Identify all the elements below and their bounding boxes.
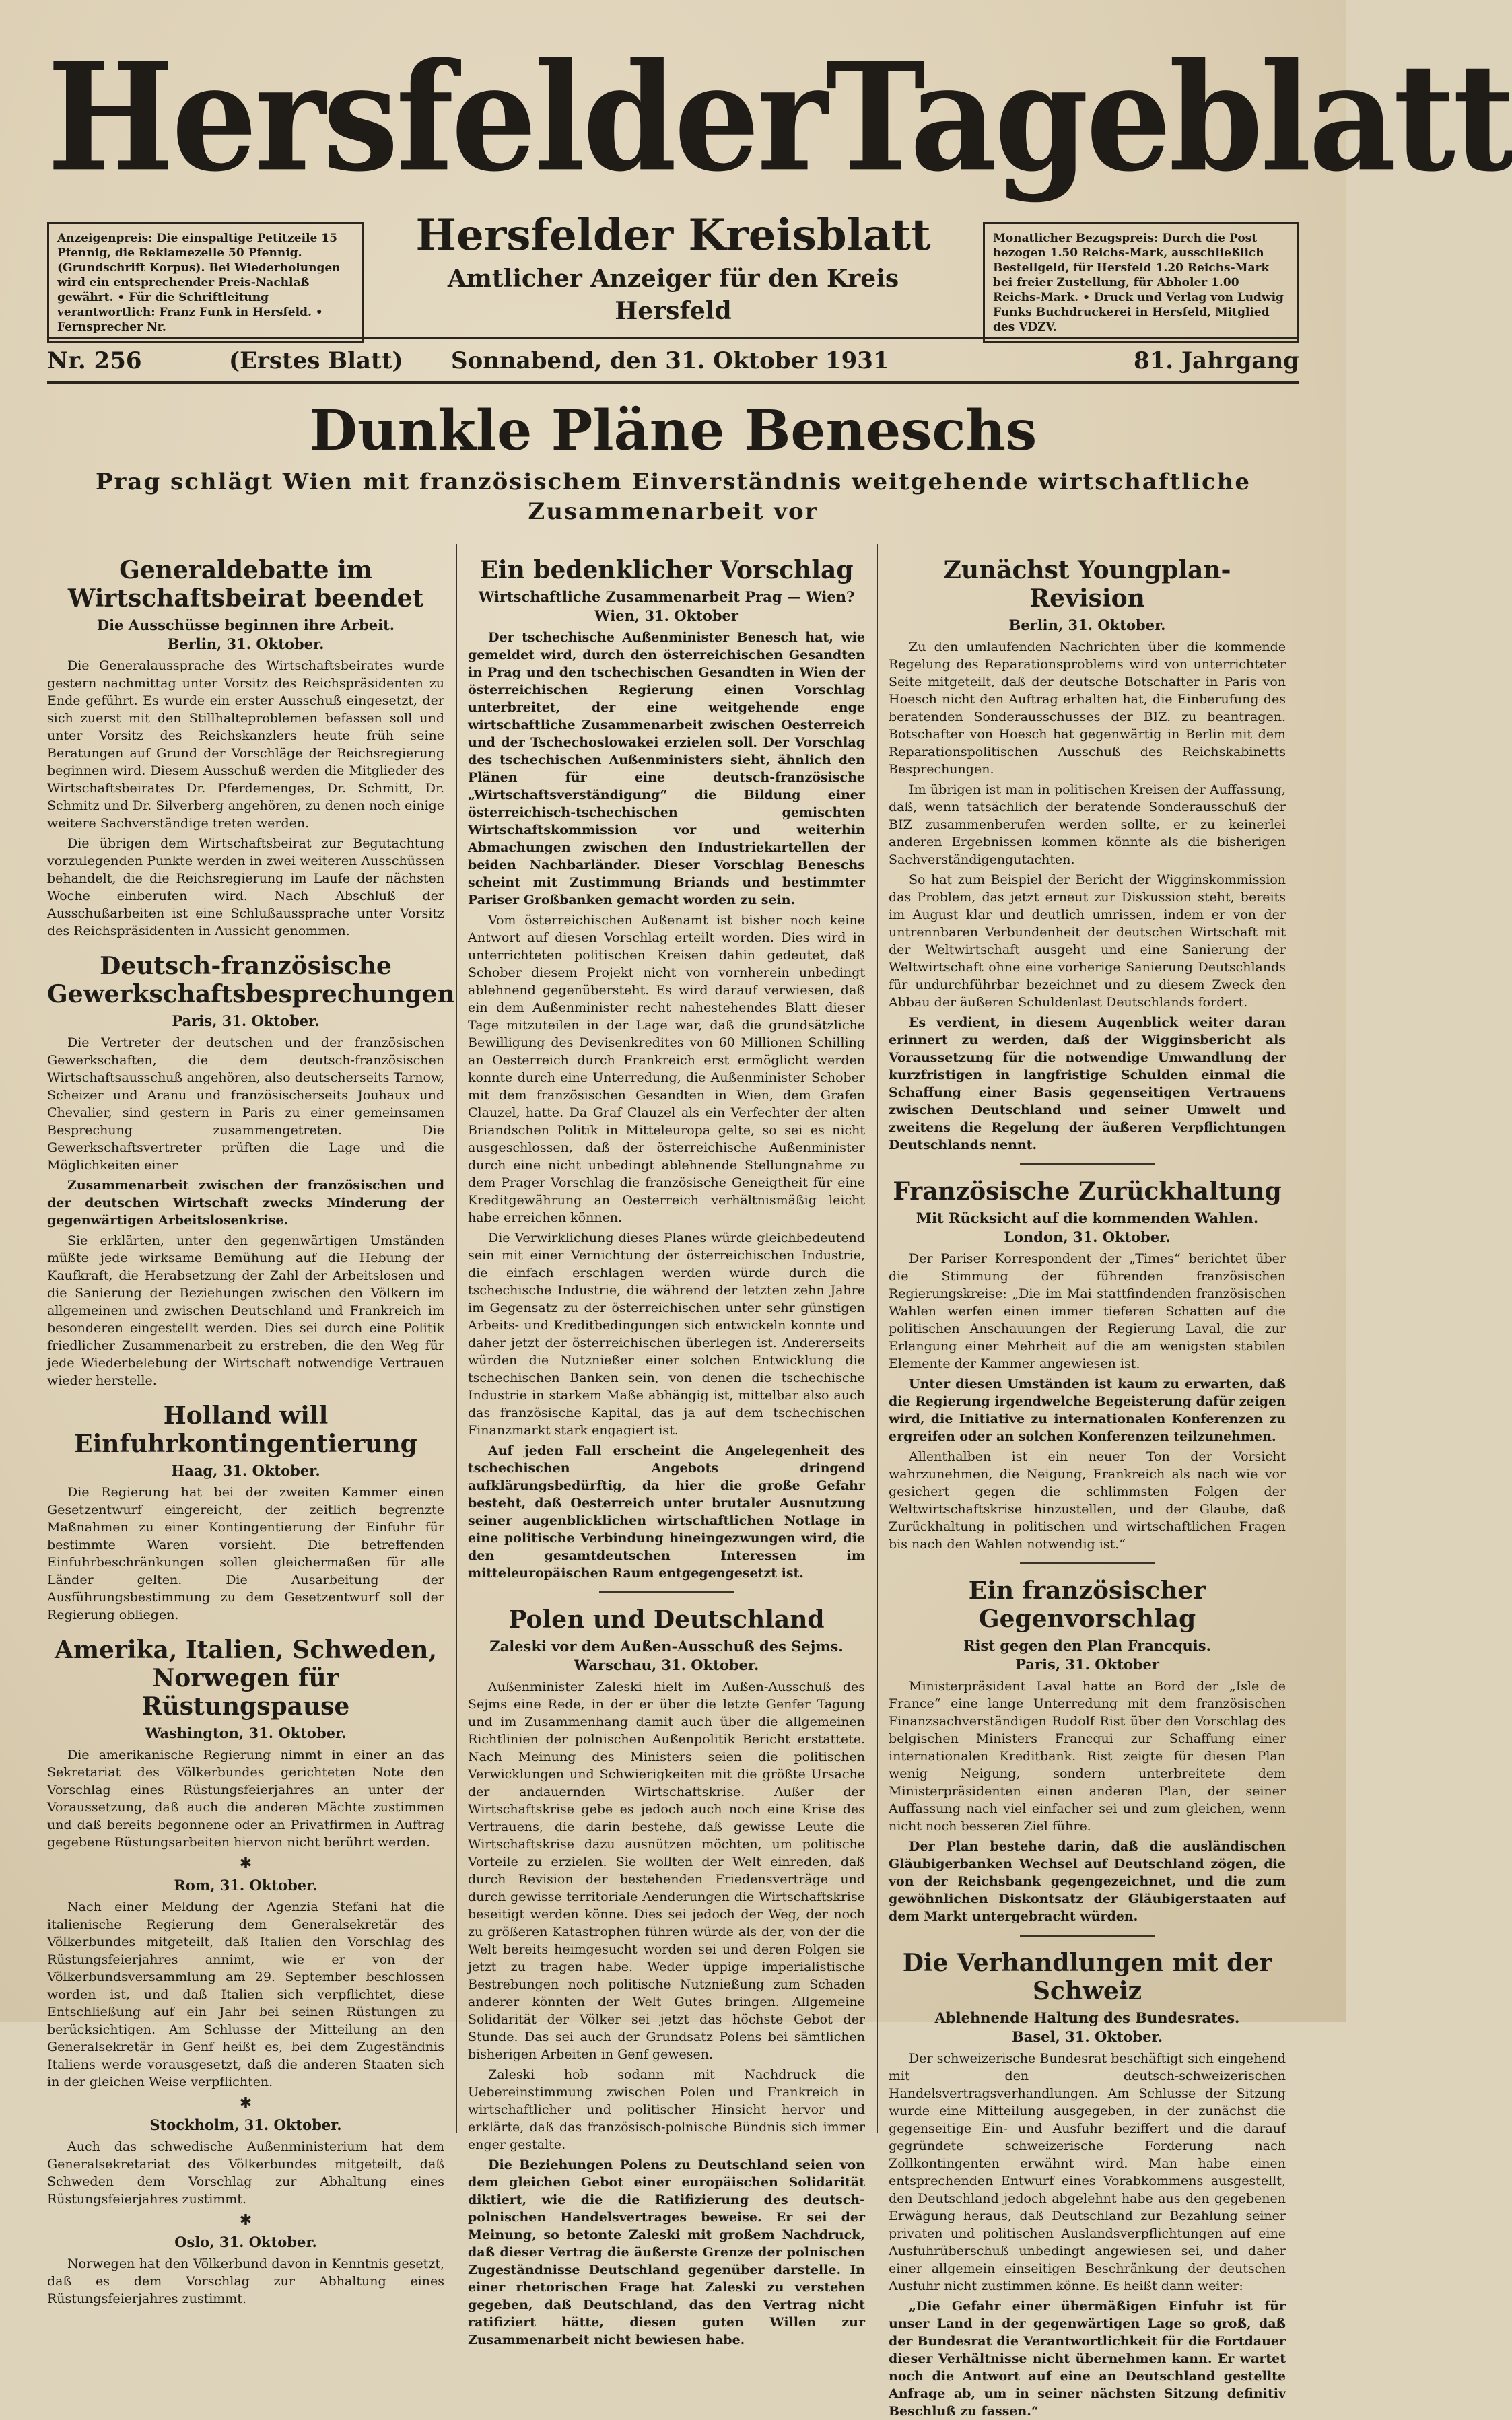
paragraph: Die amerikanische Regierung nimmt in einer an das Sekretariat des Völkerbundes gerichteten Note den Vorschlag eines Rüstungsfeierjahres an unter der Voraussetzung, daß auch die anderen Mächte zustimmen und daß bereits begonnene oder an Privatfirmen in Auftrag gegebene Rüstungsarbeiten hiervon nicht berührt werden. [47, 1748, 444, 1850]
sheet-label: (Erstes Blatt) [229, 347, 403, 374]
article-body [889, 2050, 1286, 2420]
paragraph: Zaleski hob sodann mit Nachdruck die Uebereinstimmung zwischen Polen und Frankreich in wirtschaftlicher und politischer Hinsicht hervor und erklärte, daß das französisch-polnische Bündnis sich immer enger gestalte. [468, 2067, 865, 2152]
article-body [889, 1250, 1286, 1553]
advertising-price-box: Anzeigenpreis: Die einspaltige Petitzeile 15 Pfennig, die Reklamezeile 50 Pfennig. (Grundschrift Korpus). Bei Wiederholungen wird ein entsprechender Preis-Nachlaß gewährt. • Für die Schriftleitung verantwortlich: Franz Funk in Hersfeld. • Fernsprecher Nr. [47, 222, 364, 343]
article-dateline: Washington, 31. Oktober. [145, 1725, 347, 1741]
article-body [468, 1678, 865, 2349]
article-dateline: Basel, 31. Oktober. [1011, 2028, 1163, 2045]
article-dateline: Berlin, 31. Oktober. [1008, 617, 1166, 633]
article-body [47, 1034, 444, 1389]
article-body [47, 657, 444, 940]
article-subtitle: Mit Rücksicht auf die kommenden Wahlen. [916, 1210, 1259, 1226]
issue-number: Nr. 256 [47, 347, 142, 374]
paragraph: Der schweizerische Bundesrat beschäftigt sich eingehend mit den deutsch-schweizerischen Handelsvertragsverhandlungen. Am Schlusse der Sitzung wurde eine Mitteilung ausgegeben, in der zunächst die gegenseitige Ein- und Ausfuhr beziffert und die darauf gegründete schweizerische Forderung nach Zollkontingenten erwähnt wird. Man habe einen entsprechenden Entwurf eines Vorabkommens ausgestellt, den Deutschland jedoch abgelehnt habe aus den gegebenen Erwägung heraus, daß Deutschland zur Bezahlung seiner privaten und politischen Auslandsverpflichtungen auf eine Ausfuhrüberschuß unbedingt angewiesen sei, und daher einer allgemein einseitigen Beschränkung der deutschen Ausfuhr nicht zustimmen könne. Es heißt dann weiter: [889, 2051, 1286, 2293]
column-left [47, 544, 455, 2306]
masthead-title: HersfelderTageblatt [47, 30, 1512, 205]
column-right [889, 544, 1286, 2419]
column-divider [456, 544, 457, 2133]
article-subtitle: Ablehnende Haltung des Bundesrates. [934, 2009, 1240, 2026]
article-dateline: Haag, 31. Oktober. [171, 1462, 320, 1479]
volume-year: 81. Jahrgang [1133, 347, 1299, 374]
article-dateline: Rom, 31. Oktober. [174, 1877, 318, 1894]
article-title: Deutsch-französische Gewerkschaftsbesprechungen [47, 952, 455, 1008]
separator-star: ✱ [239, 1855, 252, 1872]
article-separator [1020, 1562, 1155, 1564]
anzeiger-subtitle: Amtlicher Anzeiger für den Kreis Hersfeld [447, 265, 899, 325]
paragraph: Ministerpräsident Laval hatte an Bord der „Isle de France“ eine lange Unterredung mit dem französischen Finanzsachverständigen Rudolf Rist über den Vorschlag des belgischen Ministers Francqui zur Schaffung einer internationalen Kreditbank. Rist zeigte für diesen Plan wenig Neigung, sondern unterbreitete dem Ministerpräsidenten einen anderen Plan, der seiner Auffassung nach viel einfacher sei und zum gleichen, wenn nicht noch besseren Ziel führe. [889, 1679, 1286, 1834]
article-body [47, 1484, 444, 1624]
main-subheadline: Prag schlägt Wien mit französischem Einverständnis weitgehende wirtschaftliche Zusammenarbeit vor [95, 469, 1251, 525]
article-dateline: London, 31. Oktober. [1004, 1229, 1171, 1245]
article-dateline: Paris, 31. Oktober [1015, 1656, 1159, 1673]
paragraph: Die Verwirklichung dieses Planes würde gleichbedeutend sein mit einer Vernichtung der österreichischen Industrie, die einfach erschlagen werden würde durch die tschechische Industrie, die während der letzten zehn Jahre im Gegensatz zu der österreichischen unter sehr günstigen Arbeits- und Kreditbedingungen sich entwickeln konnte und daher jetzt der österreichischen überlegen ist. Andererseits würden die Nutznießer einer solchen Entwicklung die tschechischen Banken sein, von denen die tschechische Industrie in starkem Maße abhängig ist, mittelbar also auch das französische Kapital, das ja auf dem tschechischen Finanzmarkt stark engagiert ist. [468, 1231, 865, 1438]
subtitle-block [411, 209, 936, 327]
paragraph: Die Beziehungen Polens zu Deutschland seien von dem gleichen Gebot einer europäischen Solidarität diktiert, wie die die Ratifizierung des deutsch-polnischen Handelsvertrages beweise. Er sei der Meinung, so betonte Zaleski mit großem Nachdruck, daß dieser Vertrag die äußerste Grenze der polnischen Zugeständnisse Deutschland gegenüber darstelle. In einer rhetorischen Frage hat Zaleski zu verstehen gegeben, daß Deutschland, das den Vertrag nicht ratifiziert hätte, diesen guten Willen zur Zusammenarbeit nicht bewiesen habe. [468, 2157, 865, 2347]
dateline [47, 337, 1299, 384]
column-middle [468, 544, 865, 2347]
article-body [889, 1678, 1286, 1925]
article-body [47, 1746, 444, 2308]
article-dateline: Stockholm, 31. Oktober. [149, 2116, 342, 2133]
paragraph: Auch das schwedische Außenministerium hat dem Generalsekretariat des Völkerbundes mitgeteilt, daß Schweden dem Vorschlag zur Abhaltung eines Rüstungsfeierjahres zustimmt. [47, 2139, 444, 2207]
article-dateline: Berlin, 31. Oktober. [167, 635, 324, 652]
article-title: Die Verhandlungen mit der Schweiz [902, 1949, 1272, 2005]
paragraph: Die Regierung hat bei der zweiten Kammer einen Gesetzentwurf eingereicht, der zeitlich begrenzte Maßnahmen zu einer Kontingentierung der Einfuhr für bestimmte Waren vorsieht. Die betreffenden Einfuhrbeschränkungen sollen gleichermaßen für alle Länder gelten. Die Ausarbeitung der Ausführungsbestimmung zu dem Gesetzentwurf soll der Regierung obliegen. [47, 1485, 444, 1622]
paragraph: Die übrigen dem Wirtschaftsbeirat zur Begutachtung vorzulegenden Punkte werden in zwei weiteren Ausschüssen behandelt, die die Reichsregierung im Laufe der nächsten Woche einberufen wird. Nach Abschluß der Ausschußarbeiten ist eine Schlußaussprache unter Vorsitz des Reichspräsidenten in Aussicht genommen. [47, 836, 444, 938]
article-separator [599, 1591, 734, 1593]
article-body [468, 629, 865, 1582]
paragraph: So hat zum Beispiel der Bericht der Wigginskommission das Problem, das jetzt erneut zur Diskussion steht, bereits im August klar und deutlich umrissen, indem er von der untrennbaren Verbundenheit der deutschen Wirtschaft mit der Weltwirtschaft ausgeht und eine Sanierung der Weltwirtschaft ohne eine vorherige Sanierung Deutschlands für undurchführbar bezeichnet und zu diesem Zweck den Abbau der äußeren Schuldenlast Deutschlands fordert. [889, 872, 1286, 1010]
paragraph: Norwegen hat den Völkerbund davon in Kenntnis gesetzt, daß es dem Vorschlag zur Abhaltung eines Rüstungsfeierjahres zustimmt. [47, 2256, 444, 2306]
paragraph: Der Plan bestehe darin, daß die ausländischen Gläubigerbanken Wechsel auf Deutschland zögen, die von der Reichsbank gegengezeichnet, und die zum gewöhnlichen Diskontsatz der Gläubigerstaaten auf dem Markt untergebracht würden. [889, 1839, 1286, 1924]
article-title: Generaldebatte im Wirtschaftsbeirat beendet [67, 556, 424, 613]
separator-star: ✱ [239, 2212, 252, 2229]
paragraph: Es verdient, in diesem Augenblick weiter daran erinnert zu werden, daß der Wigginsbericht als Voraussetzung für die notwendige Umwandlung der kurzfristigen in langfristige Schulden einmal die Schaffung einer Basis gegenseitigen Vertrauens zwischen Deutschland und seiner Umwelt und zweitens die Regelung der äußeren Verpflichtungen Deutschlands nennt. [889, 1015, 1286, 1152]
article-dateline: Wien, 31. Oktober [594, 607, 738, 624]
article-title: Holland will Einfuhrkontingentierung [74, 1402, 417, 1458]
paragraph: Sie erklärten, unter den gegenwärtigen Umständen müßte jede wirksame Bemühung auf die Hebung der Kaufkraft, die Herabsetzung der Zahl der Arbeitslosen und die Sanierung der Beziehungen zwischen den Völkern im allgemeinen und zwischen Deutschland und Frankreich im besonderen eingestellt werden. Dies sei durch eine Politik friedlicher Zusammenarbeit zu erstreben, die den Weg für jede Wiederbelebung der Wirtschaft notwendige Vertrauen wieder herstelle. [47, 1233, 444, 1388]
paragraph: Zu den umlaufenden Nachrichten über die kommende Regelung des Reparationsproblems wird von unterrichteter Seite mitgeteilt, daß der deutsche Botschafter in Paris von Hoesch nicht den Auftrag erhalten hat, die Einberufung des beratenden Sonderausschusses der BIZ. zu beantragen. Botschafter von Hoesch hat gegenwärtig in Berlin mit dem Reparationspolitischen Ausschuß des Reichskabinetts Besprechungen. [889, 639, 1286, 777]
paragraph: Die Vertreter der deutschen und der französischen Gewerkschaften, die dem deutsch-französischen Wirtschaftsausschuß angehören, also deutscherseits Tarnow, Scheizer und Aranu und französischerseits Jouhaux und Chevalier, sind gestern in Paris zu einer gemeinsamen Besprechung zusammengetreten. Die Gewerkschaftsvertreter prüften die Lage und die Möglichkeiten einer [47, 1035, 444, 1173]
column-divider [877, 544, 878, 2133]
article-columns [47, 544, 1299, 2419]
paragraph: Unter diesen Umständen ist kaum zu erwarten, daß die Regierung irgendwelche Begeisterung dafür zeigen wird, die Initiative zu internationalen Konferenzen zu ergreifen oder an solchen Konferenzen teilzunehmen. [889, 1377, 1286, 1444]
issue-date: Sonnabend, den 31. Oktober 1931 [451, 347, 889, 374]
article-title: Französische Zurückhaltung [893, 1177, 1282, 1206]
article-title: Amerika, Italien, Schweden, Norwegen für Rüstungspause [55, 1636, 437, 1721]
paragraph: Allenthalben ist ein neuer Ton der Vorsicht wahrzunehmen, die Neigung, Frankreich als nach wie vor gesichert gegen die schlimmsten Folgen der Weltwirtschaftskrise hinzustellen, und der Glaube, daß Zurückhaltung in politischen und wirtschaftlichen Fragen bis nach den Wahlen notwendig ist.“ [889, 1449, 1286, 1552]
paragraph: Die Generalaussprache des Wirtschaftsbeirates wurde gestern nachmittag unter Vorsitz des Reichspräsidenten zu Ende geführt. Es wurde ein erster Ausschuß eingesetzt, der sich zuerst mit den Stillhalteproblemen befassen soll und unter Vorsitz des Reichskanzlers heute früh seine Beratungen auf Grund der Vorschläge der Reichsregierung beginnen wird. Diesem Ausschuß werden die Mitglieder des Wirtschaftsbeirates Dr. Pferdemenges, Dr. Schmitt, Dr. Schmitz und Dr. Silverberg angehören, zu denen noch einige weitere Sachverständige treten werden. [47, 658, 444, 831]
paragraph: Zusammenarbeit zwischen der französischen und der deutschen Wirtschaft zwecks Minderung der gegenwärtigen Arbeitslosenkrise. [47, 1178, 444, 1228]
main-headline: Dunkle Pläne Beneschs [309, 399, 1037, 463]
article-title: Polen und Deutschland [508, 1605, 825, 1634]
paragraph: Vom österreichischen Außenamt ist bisher noch keine Antwort auf diesen Vorschlag erteilt worden. Dies wird in unterrichteten politischen Kreisen dahin gedeutet, daß Schober diesem Projekt nicht von vornherein unbedingt ablehnend gegenübersteht. Es wird darauf verwiesen, daß ein dem Außenminister recht nahestehendes Blatt dieser Tage mitzuteilen in der Lage war, daß die grundsätzliche Bewilligung des Devisenkredites von 60 Millionen Schilling an Oesterreich durch Frankreich erst ermöglicht werden konnte durch eine Unterredung, die Außenminister Schober mit dem französischen Gesandten in Wien, dem Grafen Clauzel, hatte. Da Graf Clauzel als ein Verfechter der alten Briandschen Politik in Mitteleuropa gelte, so sei es nicht ausgeschlossen, daß der österreichische Außenminister durch eine nicht unbedingt ablehnende Stellungnahme zu dem Prager Vorschlag die französische Geneigtheit für eine Kreditgewährung an Oesterreich verhältnismäßig leicht habe erreichen können. [468, 913, 865, 1225]
article-separator [1020, 1163, 1155, 1165]
paragraph: „Die Gefahr einer übermäßigen Einfuhr ist für unser Land in der gegenwärtigen Lage so groß, daß der Bundesrat die Verantwortlichkeit für die Fortdauer dieser Verhältnisse nicht übernehmen kann. Er wartet noch die Antwort auf eine an Deutschland gestellte Anfrage ab, um in seiner nächsten Sitzung definitiv Beschluß zu fassen.“ [889, 2299, 1286, 2419]
article-separator [1020, 1935, 1155, 1937]
paragraph: Außenminister Zaleski hielt im Außen-Ausschuß des Sejms eine Rede, in der er über die letzte Genfer Tagung und im Zusammenhang damit auch über die allgemeinen Richtlinien der polnischen Außenpolitik Bericht erstattete. Nach Meinung des Ministers seien die politischen Verwicklungen und Schwierigkeiten mit die größte Ursache der andauernden Wirtschaftskrise. Außer der Wirtschaftskrise gebe es jedoch auch noch eine Krise des Vertrauens, die darin bestehe, daß gewisse Leute die Wirtschaftskrise dazu ausnützen möchten, um politische Vorteile zu erzielen. Sie wollten der Welt einreden, daß durch Revision der bestehenden Friedensverträge und durch gewisse territoriale Aenderungen die Wirtschaftskrise beseitigt werden könne. Dies sei jedoch der Weg, der noch zu größeren Katastrophen führen würde als der, von der die Welt bereits heimgesucht worden sei und deren Folgen sie jetzt zu tragen habe. Weder üppige imperialistische Bestrebungen noch politische Nutznießung zum Schaden anderer könnten der Welt Gutes bringen. Allgemeine Solidarität der Völker sei jetzt das höchste Gebot der Stunde. Das sei auch der Grundsatz Polens bei sämtlichen bisherigen Arbeiten in Genf gewesen. [468, 1680, 865, 2062]
article-title: Zunächst Youngplan-Revision [943, 556, 1231, 613]
article-title: Ein bedenklicher Vorschlag [479, 556, 854, 584]
kreisblatt-title: Hersfelder Kreisblatt [415, 210, 931, 261]
article-subtitle: Die Ausschüsse beginnen ihre Arbeit. [96, 617, 395, 633]
separator-star: ✱ [239, 2095, 252, 2112]
subhead [47, 209, 1299, 337]
paragraph: Auf jeden Fall erscheint die Angelegenheit des tschechischen Angebots dringend aufklärungsbedürftig, da hier die große Gefahr besteht, daß Oesterreich unter brutaler Ausnutzung seiner augenblicklichen wirtschaftlichen Notlage in eine politische Verbindung hineingezwungen wird, die den gesamtdeutschen Interessen im mitteleuropäischen Raum entgegengesetzt ist. [468, 1443, 865, 1581]
article-subtitle: Rist gegen den Plan Francquis. [963, 1637, 1211, 1654]
article-body [889, 638, 1286, 1154]
article-subtitle: Zaleski vor dem Außen-Ausschuß des Sejms. [489, 1638, 844, 1655]
article-subtitle: Wirtschaftliche Zusammenarbeit Prag — Wien? [478, 588, 855, 605]
article-dateline: Oslo, 31. Oktober. [174, 2234, 317, 2250]
article-title: Ein französischer Gegenvorschlag [968, 1577, 1206, 1633]
article-dateline: Warschau, 31. Oktober. [574, 1657, 759, 1673]
paragraph: Nach einer Meldung der Agenzia Stefani hat die italienische Regierung dem Generalsekretär des Völkerbundes mitgeteilt, daß Italien den Vorschlag des Rüstungsfeierjahres annimt, wie er von der Völkerbundsversammlung am 29. September beschlossen worden ist, und daß Italien sich verpflichtet, diese Entschließung auf ein Jahr bei seinen Rüstungen zu berücksichtigen. Am Schlusse der Mitteilung an den Generalsekretär in Genf heißt es, bei dem Zugeständnis Italiens werde vorausgesetzt, daß die anderen Staaten sich in der gleichen Weise verpflichten. [47, 1900, 444, 2089]
paragraph: Im übrigen ist man in politischen Kreisen der Auffassung, daß, wenn tatsächlich der beratende Sonderausschuß der BIZ zusammenberufen werden sollte, er zu keinerlei anderen Ergebnissen kommen könnte als die bisherigen Sachverständigengutachten. [889, 782, 1286, 867]
paragraph: Der tschechische Außenminister Benesch hat, wie gemeldet wird, durch den österreichischen Gesandten in Prag und den tschechischen Gesandten in Wien der österreichischen Regierung einen Vorschlag unterbreitet, der eine weitgehende enge wirtschaftliche Zusammenarbeit zwischen Oesterreich und der Tschechoslowakei erzielen soll. Der Vorschlag des tschechischen Außenministers sieht, ähnlich den Plänen für eine deutsch-französische „Wirtschaftsverständigung“ die Bildung einer österreichisch-tschechischen gemischten Wirtschaftskommission vor und weiterhin Abmachungen zwischen den Industriekartellen der beiden Nachbarländer. Dieser Vorschlag Beneschs scheint mit Zustimmung Briands und bestimmter Pariser Großbanken gemacht worden zu sein. [468, 630, 865, 907]
article-dateline: Paris, 31. Oktober. [172, 1012, 320, 1029]
paragraph: Der Pariser Korrespondent der „Times“ berichtet über die Stimmung der führenden französischen Regierungskreise: „Die im Mai stattfindenden französischen Wahlen werfen einen immer tieferen Schatten auf die politischen Anschauungen der Regierung Laval, die zur Erlangung einer Mehrheit auf die am wenigsten stabilen Elemente der Kammer angewiesen ist. [889, 1251, 1286, 1371]
subscription-price-box: Monatlicher Bezugspreis: Durch die Post bezogen 1.50 Reichs-Mark, ausschließlich Bestellgeld, für Hersfeld 1.20 Reichs-Mark bei freier Zustellung, für Abholer 1.00 Reichs-Mark. • Druck und Verlag von Ludwig Funks Buchdruckerei in Hersfeld, Mitglied des VDZV. [983, 222, 1299, 343]
